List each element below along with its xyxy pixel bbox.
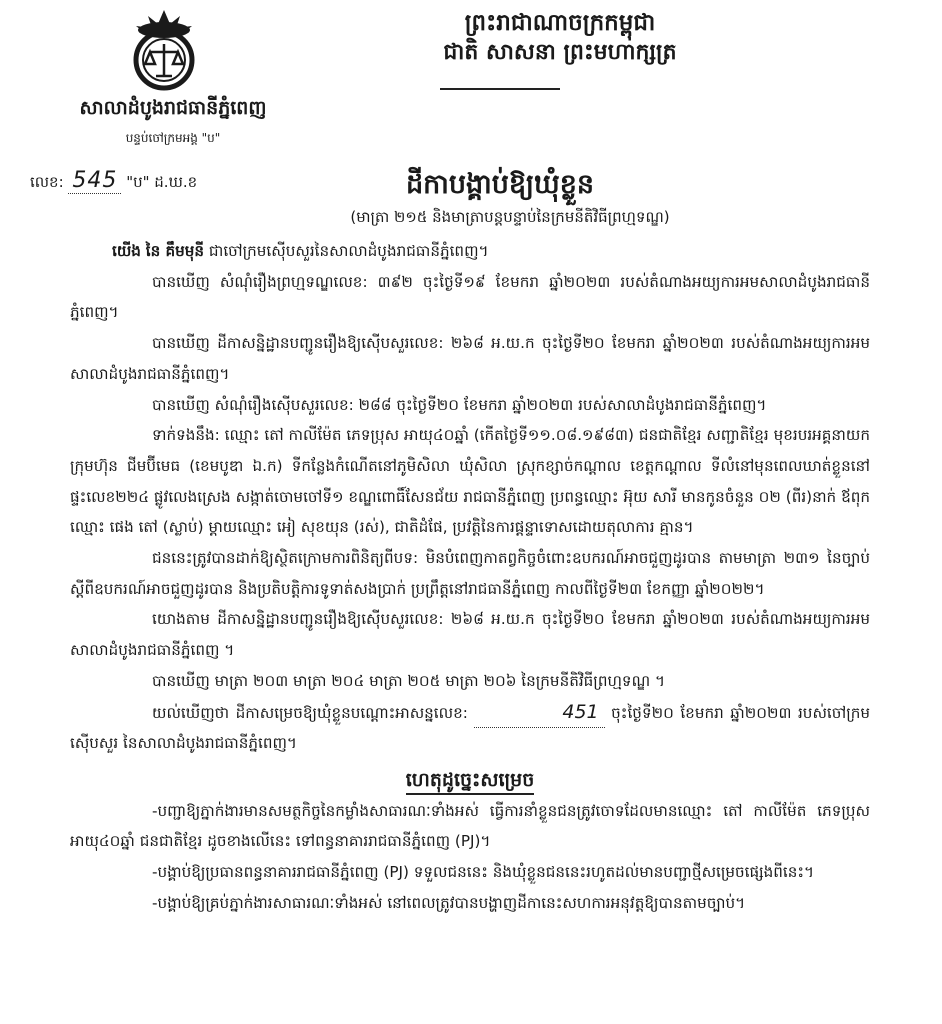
reference-number [30, 168, 197, 195]
judge-title: ជាចៅក្រមស៊ើបសួរនៃសាលាដំបូងរាជធានីភ្នំពេញ។ [204, 242, 489, 260]
reason-heading [70, 765, 870, 796]
detention-order-text: យល់ឃើញថា ដីកាសម្រេចឱ្យឃុំខ្លួនបណ្តោះអាសន្នលេខ: [152, 703, 468, 722]
judge-lead: យើង [112, 242, 141, 260]
motto-divider [440, 88, 560, 90]
reason-heading-text: ហេតុដូច្នេះសម្រេច [406, 769, 535, 795]
detention-order-number: 451 [474, 697, 604, 729]
paragraph-accused-details: ទាក់ទងនឹង: ឈ្មោះ តៅ កាលីម៉ែត ភេទប្រុស អាយុ៤០ឆ្នាំ (កើតថ្ងៃទី១១.០៨.១៩៨៣) ជនជាតិខ្មែរ សញ្ជាតិខ្មែរ មុខរបរអគ្គនាយក ក្រុមហ៊ុន ជីមប៊ីមេធ (ខេមបូឌា ឯ.ក) ទីកន្លែងកំណើតនៅភូមិសិលា ឃុំសិលា ស្រុកខ្សាច់កណ្ដាល ខេត្តកណ្ដាល ទីលំនៅមុនពេលឃាត់ខ្លួននៅផ្ទះលេខ២២៤ ផ្លូវលេងស្រេង សង្កាត់ចោមចៅទី១ ខណ្ឌពោធិ៍សែនជ័យ រាជធានីភ្នំពេញ ប្រពន្ធឈ្មោះ អ៊ុយ សារី មានកូនចំនួន ០២ (ពីរ)នាក់ ឪពុកឈ្មោះ ផេង តៅ (ស្លាប់) ម្ដាយឈ្មោះ អៀ សុខយុន (រស់), ជាតិដំផែ, ប្រវត្តិនៃការផ្តន្ទាទោសដោយតុលាការ គ្មាន។ [70, 426, 870, 537]
judge-statement [70, 236, 870, 267]
kingdom-heading: ព្រះរាជាណាចក្រកម្ពុជា [464, 10, 656, 36]
detention-order-date: ចុះថ្ងៃទី២០ ខែមករា ឆ្នាំ២០២៣ របស់ចៅក្រមស៊ើបសួរ នៃសាលាដំបូងរាជធានីភ្នំពេញ។ [70, 703, 870, 753]
paragraph-charge: ជននេះត្រូវបានដាក់ឱ្យស្ថិតក្រោមការពិនិត្យពីបទ: មិនបំពេញកាតព្វកិច្ចចំពោះឧបករណ៍អាចជួញដូរបាន តាមមាត្រា ២៣១ នៃច្បាប់ស្តីពីឧបករណ៍អាចជួញដូរបាន និងប្រតិបត្តិការទូទាត់សងប្រាក់ ប្រព្រឹត្តនៅរាជធានីភ្នំពេញ កាលពីថ្ងៃទី២៣ ខែកញ្ញា ឆ្នាំ២០២២។ [70, 549, 870, 598]
paragraph-articles: បានឃើញ មាត្រា ២០៣ មាត្រា ២០៤ មាត្រា ២០៥ មាត្រា ២០៦ នៃក្រមនីតិវិធីព្រហ្មទណ្ឌ ។ [152, 671, 665, 690]
order-item-2: -បង្គាប់ឱ្យប្រធានពន្ធនាគាររាជធានីភ្នំពេញ (PJ) ទទួលជននេះ និងឃុំខ្លួនជននេះរហូតដល់មានបញ្ជាថ្មីសម្រេចផ្សេងពីនេះ។ [152, 863, 815, 882]
document-title: ដីកាបង្គាប់ឱ្យឃុំខ្លួន [406, 169, 594, 200]
court-emblem-icon [118, 4, 210, 96]
paragraph-reference: យោងតាម ដីកាសន្និដ្ឋានបញ្ជូនរឿងឱ្យស៊ើបសួរលេខ: ២៦៨ អ.យ.ក ចុះថ្ងៃទី២០ ខែមករា ឆ្នាំ២០២៣ របស់តំណាងអយ្យការអមសាលាដំបូងរាជធានីភ្នំពេញ ។ [70, 610, 870, 660]
order-item-3: -បង្គាប់ឱ្យគ្រប់ភ្នាក់ងារសាធារណៈទាំងអស់ នៅពេលត្រូវបានបង្ហាញដីកានេះសហការអនុវត្តឱ្យបានតាមច្បាប់។ [152, 893, 746, 912]
court-name: សាលាដំបូងរាជធានីភ្នំពេញ [79, 97, 267, 119]
document-subtitle: (មាត្រា ២១៥ និងមាត្រាបន្តបន្ទាប់នៃក្រមនីតិវិធីព្រហ្មទណ្ឌ) [350, 208, 670, 226]
paragraph-detention-order [70, 697, 870, 759]
order-item-1: -បញ្ជាឱ្យភ្នាក់ងារមានសមត្ថកិច្ចនៃកម្លាំងសាធារណៈទាំងអស់ ធ្វើការនាំខ្លួនជនត្រូវចោទដែលមានឈ្មោះ តៅ កាលីម៉ែត ភេទប្រុស អាយុ៤០ឆ្នាំ ជនជាតិខ្មែរ ដូចខាងលើនេះ ទៅពន្ធនាគាររាជធានីភ្នំពេញ (PJ)។ [70, 801, 870, 851]
reference-label: លេខ: [30, 173, 64, 191]
document-body [70, 236, 870, 918]
paragraph-investigation-file: បានឃើញ សំណុំរឿងស៊ើបសួរលេខ: ២៨៨ ចុះថ្ងៃទី២០ ខែមករា ឆ្នាំ២០២៣ របស់សាលាដំបូងរាជធានីភ្នំពេញ។ [152, 395, 767, 414]
reference-suffix: "ប" ដ.ឃ.ខ [126, 173, 198, 191]
paragraph-case-file: បានឃើញ សំណុំរឿងព្រហ្មទណ្ឌលេខ: ៣៩២ ចុះថ្ងៃទី១៩ ខែមករា ឆ្នាំ២០២៣ របស់តំណាងអយ្យការអមសាលាដំបូងរាជធានីភ្នំពេញ។ [70, 272, 870, 322]
judge-name: នៃ គឹមមុនី [145, 242, 205, 260]
paragraph-prosecutor-referral: បានឃើញ ដីកាសន្និដ្ឋានបញ្ជូនរឿងឱ្យស៊ើបសួរលេខ: ២៦៨ អ.យ.ក ចុះថ្ងៃទី២០ ខែមករា ឆ្នាំ២០២៣ របស់តំណាងអយ្យការអមសាលាដំបូងរាជធានីភ្នំពេញ។ [70, 334, 870, 383]
judge-office: បន្ទប់ចៅក្រមអង្គ "ប" [125, 131, 221, 145]
reference-number-handwritten: 545 [68, 168, 121, 194]
national-motto: ជាតិ សាសនា ព្រះមហាក្សត្រ [443, 40, 677, 65]
